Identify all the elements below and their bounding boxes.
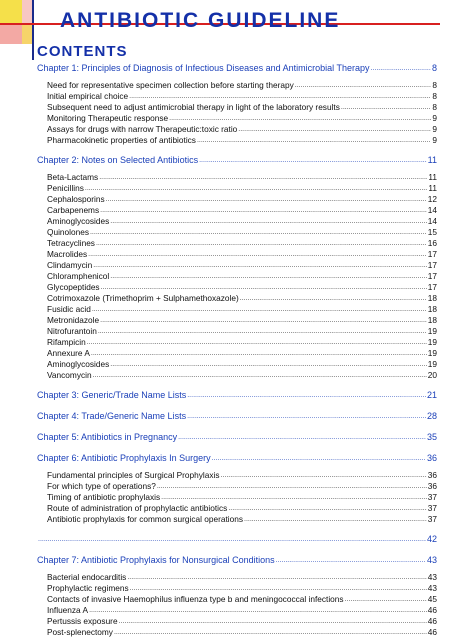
chapter-entry-page-number: 21 [426,390,437,400]
toc-item[interactable] [37,359,437,370]
dot-leader [295,80,432,91]
toc-item-label: Nitrofurantoin [47,326,97,336]
chapter-entry-label: Chapter 1: Principles of Diagnosis of Infectious Diseases and Antimicrobial Therapy [37,63,370,73]
toc-item-label: Vancomycin [47,370,92,380]
toc-item-page-number: 17 [427,282,437,292]
dot-leader [92,304,427,315]
toc-item[interactable] [37,481,437,492]
dot-leader [199,154,427,167]
toc-item-label: Route of administration of prophylactic antibiotics [47,503,228,513]
toc-item[interactable] [37,348,437,359]
toc-item-label: Penicillins [47,183,84,193]
chapter-entry-label: Chapter 4: Trade/Generic Name Lists [37,411,187,421]
dot-leader [197,135,431,146]
chapter-entry[interactable] [37,554,437,567]
chapter-entry[interactable] [37,452,437,465]
toc-item[interactable] [37,260,437,271]
dot-leader [130,583,427,594]
dot-leader [238,124,431,135]
dot-leader [127,572,426,583]
toc-item[interactable] [37,135,437,146]
toc-item-label: Aminoglycosides [47,216,110,226]
dot-leader [228,503,426,514]
dot-leader [178,431,426,444]
toc-item[interactable] [37,594,437,605]
toc-item[interactable] [37,304,437,315]
toc-item[interactable] [37,113,437,124]
toc-item[interactable] [37,370,437,381]
toc-item-page-number: 19 [427,326,437,336]
dot-leader [91,348,427,359]
toc-item-label: Rifampicin [47,337,86,347]
dot-leader [87,337,427,348]
toc-item[interactable] [37,205,437,216]
toc-item-label: Post-splenectomy [47,627,113,637]
toc-item[interactable] [37,91,437,102]
toc-item-label: Fundamental principles of Surgical Prophylaxis [47,470,220,480]
toc-item-page-number: 11 [428,172,437,182]
decor-square [22,24,32,44]
chapter-entry[interactable] [37,62,437,75]
dot-leader [157,481,427,492]
dot-leader [240,293,427,304]
toc-item-label: Prophylactic regimens [47,583,129,593]
toc-item-page-number: 19 [427,359,437,369]
toc-item-page-number: 18 [427,293,437,303]
chapter-entry-page-number: 43 [426,555,437,565]
toc-item-label: Chloramphenicol [47,271,110,281]
toc-item-label: Cephalosporins [47,194,105,204]
chapter-entry-label: Chapter 6: Antibiotic Prophylaxis In Surgery [37,453,211,463]
dot-leader [345,594,427,605]
dot-leader [187,389,426,402]
chapter-entry-label: Chapter 2: Notes on Selected Antibiotics [37,155,199,165]
toc-item-label: Influenza A [47,605,89,615]
dot-leader [220,470,426,481]
toc-item-page-number: 17 [427,271,437,281]
dot-leader [38,533,426,546]
dot-leader [93,370,427,381]
toc-item-label: For which type of operations? [47,481,156,491]
document-title: ANTIBIOTIC GUIDELINE [60,9,341,32]
table-of-contents [37,62,437,638]
toc-item-page-number: 17 [427,260,437,270]
toc-item-label: Annexure A [47,348,90,358]
dot-leader [187,410,426,423]
chapter-entry[interactable] [37,389,437,402]
toc-item-label: Initial empirical choice [47,91,129,101]
dot-leader [110,271,427,282]
toc-item-label: Clindamycin [47,260,93,270]
toc-item-page-number: 46 [427,605,437,615]
toc-item-page-number: 43 [427,572,437,582]
dot-leader [119,616,427,627]
toc-item[interactable] [37,102,437,113]
toc-item-label: Monitoring Therapeutic response [47,113,169,123]
toc-item[interactable] [37,216,437,227]
decor-vertical-line [32,0,34,60]
toc-item[interactable] [37,605,437,616]
toc-item-label: Cotrimoxazole (Trimethoprim + Sulphamethoxazole) [47,293,239,303]
toc-item-label: Pertussis exposure [47,616,118,626]
chapter-entry-label: Chapter 7: Antibiotic Prophylaxis for Nonsurgical Conditions [37,555,275,565]
chapter-entry[interactable] [37,410,437,423]
dot-leader [106,194,427,205]
toc-item-page-number: 18 [427,304,437,314]
dot-leader [89,605,427,616]
toc-item-page-number: 19 [427,348,437,358]
dot-leader [341,102,432,113]
toc-item-page-number: 18 [427,315,437,325]
dot-leader [98,326,427,337]
toc-item-label: Contacts of invasive Haemophilus influenza type b and meningococcal infections [47,594,344,604]
toc-item-label: Glycopeptides [47,282,100,292]
decor-square [0,24,22,44]
dot-leader [99,172,427,183]
toc-item-label: Carbapenems [47,205,100,215]
toc-item-label: Fusidic acid [47,304,91,314]
toc-item-page-number: 17 [427,249,437,259]
toc-item[interactable] [37,616,437,627]
toc-item[interactable] [37,271,437,282]
dot-leader [110,216,427,227]
toc-item[interactable] [37,249,437,260]
toc-item[interactable] [37,194,437,205]
toc-item-page-number: 9 [432,113,437,123]
toc-item[interactable] [37,326,437,337]
dot-leader [88,249,427,260]
toc-item-page-number: 8 [432,102,437,112]
toc-item-label: Assays for drugs with narrow Therapeutic:toxic ratio [47,124,238,134]
toc-item-page-number: 9 [432,135,437,145]
toc-item[interactable] [37,583,437,594]
toc-item-label: Need for representative specimen collection before starting therapy [47,80,294,90]
chapter-entry-page-number: 42 [426,534,437,544]
toc-item-page-number: 46 [427,627,437,637]
toc-item[interactable] [37,514,437,525]
toc-item-page-number: 9 [432,124,437,134]
toc-item-page-number: 8 [432,91,437,101]
toc-item[interactable] [37,183,437,194]
decor-square [22,0,32,24]
chapter-entry[interactable] [37,431,437,444]
dot-leader [110,359,427,370]
toc-item-page-number: 12 [427,194,437,204]
dot-leader [276,554,426,567]
toc-item[interactable] [37,227,437,238]
dot-leader [100,205,427,216]
toc-item[interactable] [37,503,437,514]
chapter-entry-page-number: 36 [426,453,437,463]
toc-item-page-number: 46 [427,616,437,626]
chapter-entry-page-number: 11 [427,155,437,165]
toc-item[interactable] [37,337,437,348]
toc-item-label: Bacterial endocarditis [47,572,127,582]
toc-item-label: Quinolones [47,227,89,237]
toc-item[interactable] [37,80,437,91]
chapter-entry[interactable] [37,154,437,167]
chapter-entry-page-number: 28 [426,411,437,421]
chapter-entry-page-number: 8 [431,63,437,73]
toc-item[interactable] [37,172,437,183]
dot-leader [161,492,427,503]
toc-item-label: Macrolides [47,249,88,259]
toc-item-page-number: 43 [427,583,437,593]
toc-item-label: Subsequent need to adjust antimicrobial therapy in light of the laboratory results [47,102,340,112]
dot-leader [90,227,427,238]
toc-item[interactable] [37,470,437,481]
dot-leader [100,315,427,326]
toc-item-page-number: 14 [427,205,437,215]
toc-item-label: Tetracyclines [47,238,95,248]
toc-item[interactable] [37,124,437,135]
dot-leader [129,91,431,102]
toc-item-page-number: 15 [427,227,437,237]
toc-item[interactable] [37,315,437,326]
dot-leader [371,62,431,75]
toc-item-label: Timing of antibiotic prophylaxis [47,492,161,502]
dot-leader [212,452,426,465]
toc-item[interactable] [37,238,437,249]
chapter-entry-label: Chapter 3: Generic/Trade Name Lists [37,390,187,400]
toc-item-page-number: 8 [432,80,437,90]
toc-item-page-number: 45 [427,594,437,604]
toc-item-label: Antibiotic prophylaxis for common surgical operations [47,514,243,524]
toc-item-label: Beta-Lactams [47,172,99,182]
toc-item-page-number: 11 [428,183,437,193]
toc-item-label: Pharmacokinetic properties of antibiotics [47,135,196,145]
toc-item-page-number: 37 [427,514,437,524]
toc-item[interactable] [37,492,437,503]
toc-item[interactable] [37,293,437,304]
toc-item-page-number: 36 [427,470,437,480]
toc-item-page-number: 37 [427,503,437,513]
chapter-entry-page-number: 35 [426,432,437,442]
dot-leader [93,260,427,271]
dot-leader [101,282,427,293]
toc-item-page-number: 37 [427,492,437,502]
toc-item[interactable] [37,572,437,583]
dot-leader [244,514,427,525]
toc-item-page-number: 14 [427,216,437,226]
toc-item[interactable] [37,282,437,293]
contents-heading: CONTENTS [37,43,128,60]
toc-item-page-number: 16 [427,238,437,248]
decor-square [0,0,22,24]
chapter-entry[interactable] [37,533,437,546]
toc-item-page-number: 20 [427,370,437,380]
dot-leader [169,113,431,124]
toc-item-label: Aminoglycosides [47,359,110,369]
toc-item-label: Metronidazole [47,315,100,325]
dot-leader [96,238,427,249]
toc-item-page-number: 19 [427,337,437,347]
dot-leader [85,183,427,194]
toc-item-page-number: 36 [427,481,437,491]
chapter-entry-label: Chapter 5: Antibiotics in Pregnancy [37,432,178,442]
